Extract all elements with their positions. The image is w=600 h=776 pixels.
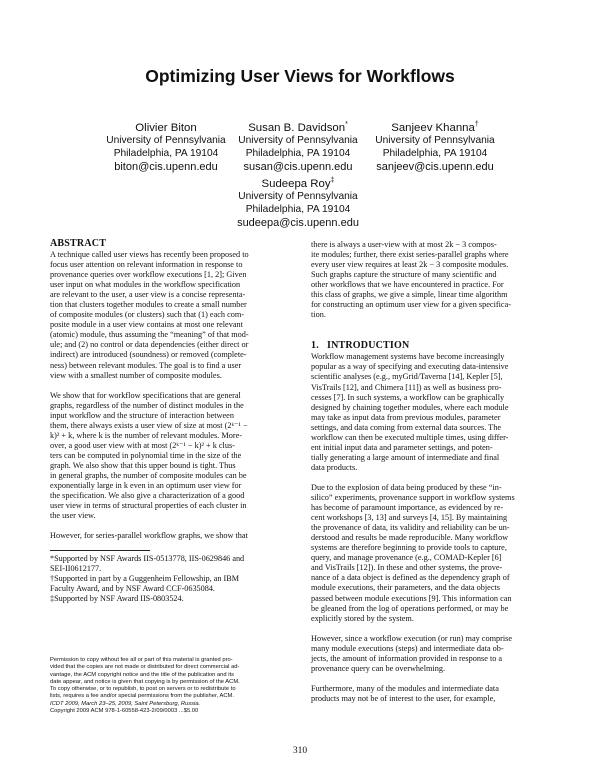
author-block [203, 178, 393, 230]
abstract-paragraph-3: However, for series-parallel workflow graphs, we show that [50, 531, 248, 541]
author-email: sudeepa@cis.upenn.edu [237, 216, 359, 229]
right-column [311, 240, 556, 704]
abstract-paragraph-2: We show that for workflow specifications that are general graphs, regardless of the number of distinct modules in the input workflow and the structure of interaction between them, there always exists a user view of size at most (2ᵏ⁻¹ − k)² + k, where k is the number of relevant modules. More- over, a good user view with at most (2ᵏ⁻¹ − k)² + k clus- ters can be computed in polynomial time in the size of the graph. We also show that this upper bound is tight. Thus in general graphs, the number of composite modules can be exponentially large in k even in an optimum user view for the specification. We also give a characterization of a good user view in terms of structural properties of each cluster in the user view. [50, 390, 248, 521]
author-affiliation: University of Pennsylvania [106, 135, 226, 147]
intro-paragraph-2: Due to the explosion of data being produced by these “in- silico” experiments, provenance support in workflow systems has become of paramount importance, as evidenced by re- cent workshops [3, 13] and surveys [4, 15]. By maintaining the provenance of data, its validity and reliability can be un- derstood and results be made reproducible. Many workflow systems are therefore beginning to provide tools to capture, query, and manage provenance (e.g., COMAD-Kepler [6] and VisTrails [12]). In these and other systems, the prove- nance of a data object is defined as the dependency graph of module executions, their parameters, and the data objects passed between module executions [9]. This information can be gleaned from the log of operations performed, or may be explicitly stored by the system. [311, 482, 515, 623]
intro-paragraph-1: Workflow management systems have become increasingly popular as a way of specifying and executing data-intensive scientific analyses (e.g., myGrid/Taverna [14], Kepler [5], VisTrails [12], and Chimera [11]) as well as business pro- cesses [7]. In such systems, a workflow can be graphically designed by chaining together modules, where each module may take as input data from previous modules, parameter settings, and data coming from external data sources. The workflow can then be executed multiple times, using differ- ent initial input data and parameter settings, and poten- tially generating a large amount of intermediate and final data products. [311, 352, 509, 472]
author-name: Susan B. Davidson* [248, 121, 348, 134]
paper-title: Optimizing User Views for Workflows [145, 66, 455, 86]
abstract-paragraph-1: A technique called user views has recently been proposed to focus user attention on relevant information in response to provenance queries over workflow executions [1, 2]; Given user input on what modules in the workflow specification are relevant to the user, a user view is a concise representa- tion that clusters together modules to create a small number of composite modules (or clusters) such that (1) each com- posite module in a user view contains at most one relevant (atomic) module, thus assuming the “meaning” of that mod- ule; and (2) no control or data dependencies (either direct or indirect) are introduced (soundness) or removed (complete- ness) between relevant modules. The goal is to find a user view with a smallest number of composite modules. [50, 250, 249, 380]
author-name: Sudeepa Roy‡ [261, 177, 335, 190]
abstract-heading: ABSTRACT [50, 238, 107, 249]
author-city: Philadelphia, PA 19104 [245, 204, 351, 215]
footnote-line: SEI-II0612177. [50, 563, 102, 573]
author-city: Philadelphia, PA 19104 [245, 148, 351, 159]
author-name: Olivier Biton [135, 122, 197, 134]
author-affiliation: University of Pennsylvania [238, 191, 358, 203]
left-column [50, 238, 295, 541]
footnote-line: Faculty Award, and by NSF Award CCF-0635084. [50, 583, 215, 593]
author-email: susan@cis.upenn.edu [243, 160, 353, 173]
author-affiliation: University of Pennsylvania [375, 135, 495, 147]
author-city: Philadelphia, PA 19104 [113, 148, 219, 159]
permission-notice: Permission to copy without fee all or part of this material is granted pro- vided that the copies are not made or distributed for direct commercial ad- vantage, the ACM copyright notice and the title of the publication and its date appear, and notice is given that copying is by permission of the ACM. To copy otherwise, or to republish, to post on servers or to redistribute to lists, requires a fee and/or special permissions from the publisher, ACM. ICDT 2009, March 23–25, 2009, Saint Petersburg, Russia. Copyright 2009 ACM 978-1-60558-423-2/09/0003 ...$5.00 [50, 657, 240, 715]
page-number: 310 [292, 746, 308, 756]
footnotes [50, 554, 295, 604]
author-name: Sanjeev Khanna† [391, 121, 479, 134]
section-heading-introduction: 1. INTRODUCTION [311, 340, 410, 352]
footnote-line: †Supported in part by a Guggenheim Fellowship, an IBM [50, 573, 239, 583]
footnote-line: ‡Supported by NSF Award IIS-0803524. [50, 593, 184, 603]
author-block [340, 122, 530, 174]
author-affiliation: University of Pennsylvania [238, 135, 358, 147]
footnote-line: *Supported by NSF Awards IIS-0513778, IIS-0629846 and [50, 554, 245, 563]
intro-paragraph-3: However, since a workflow execution (or run) may comprise many module executions (steps) and intermediate data ob- jects, the amount of information provided in response to a provenance query can be overwhelming. [311, 633, 513, 673]
footnote-rule [50, 550, 150, 551]
author-city: Philadelphia, PA 19104 [382, 148, 488, 159]
intro-paragraph-4: Furthermore, many of the modules and intermediate data products may not be of interest to the user, for example, [311, 683, 499, 703]
author-email: sanjeev@cis.upenn.edu [376, 160, 494, 173]
author-email: biton@cis.upenn.edu [114, 160, 218, 173]
abstract-continuation: there is always a user-view with at most 2k − 3 compos- ite modules; further, there exist series-parallel graphs where every user view requires at least 2k − 3 composite modules. Such graphs capture the structure of many scientific and other workflows that we have encountered in practice. For this class of graphs, we give a simple, linear time algorithm for constructing an optimum user view for a given specifica- tion. [311, 240, 511, 320]
